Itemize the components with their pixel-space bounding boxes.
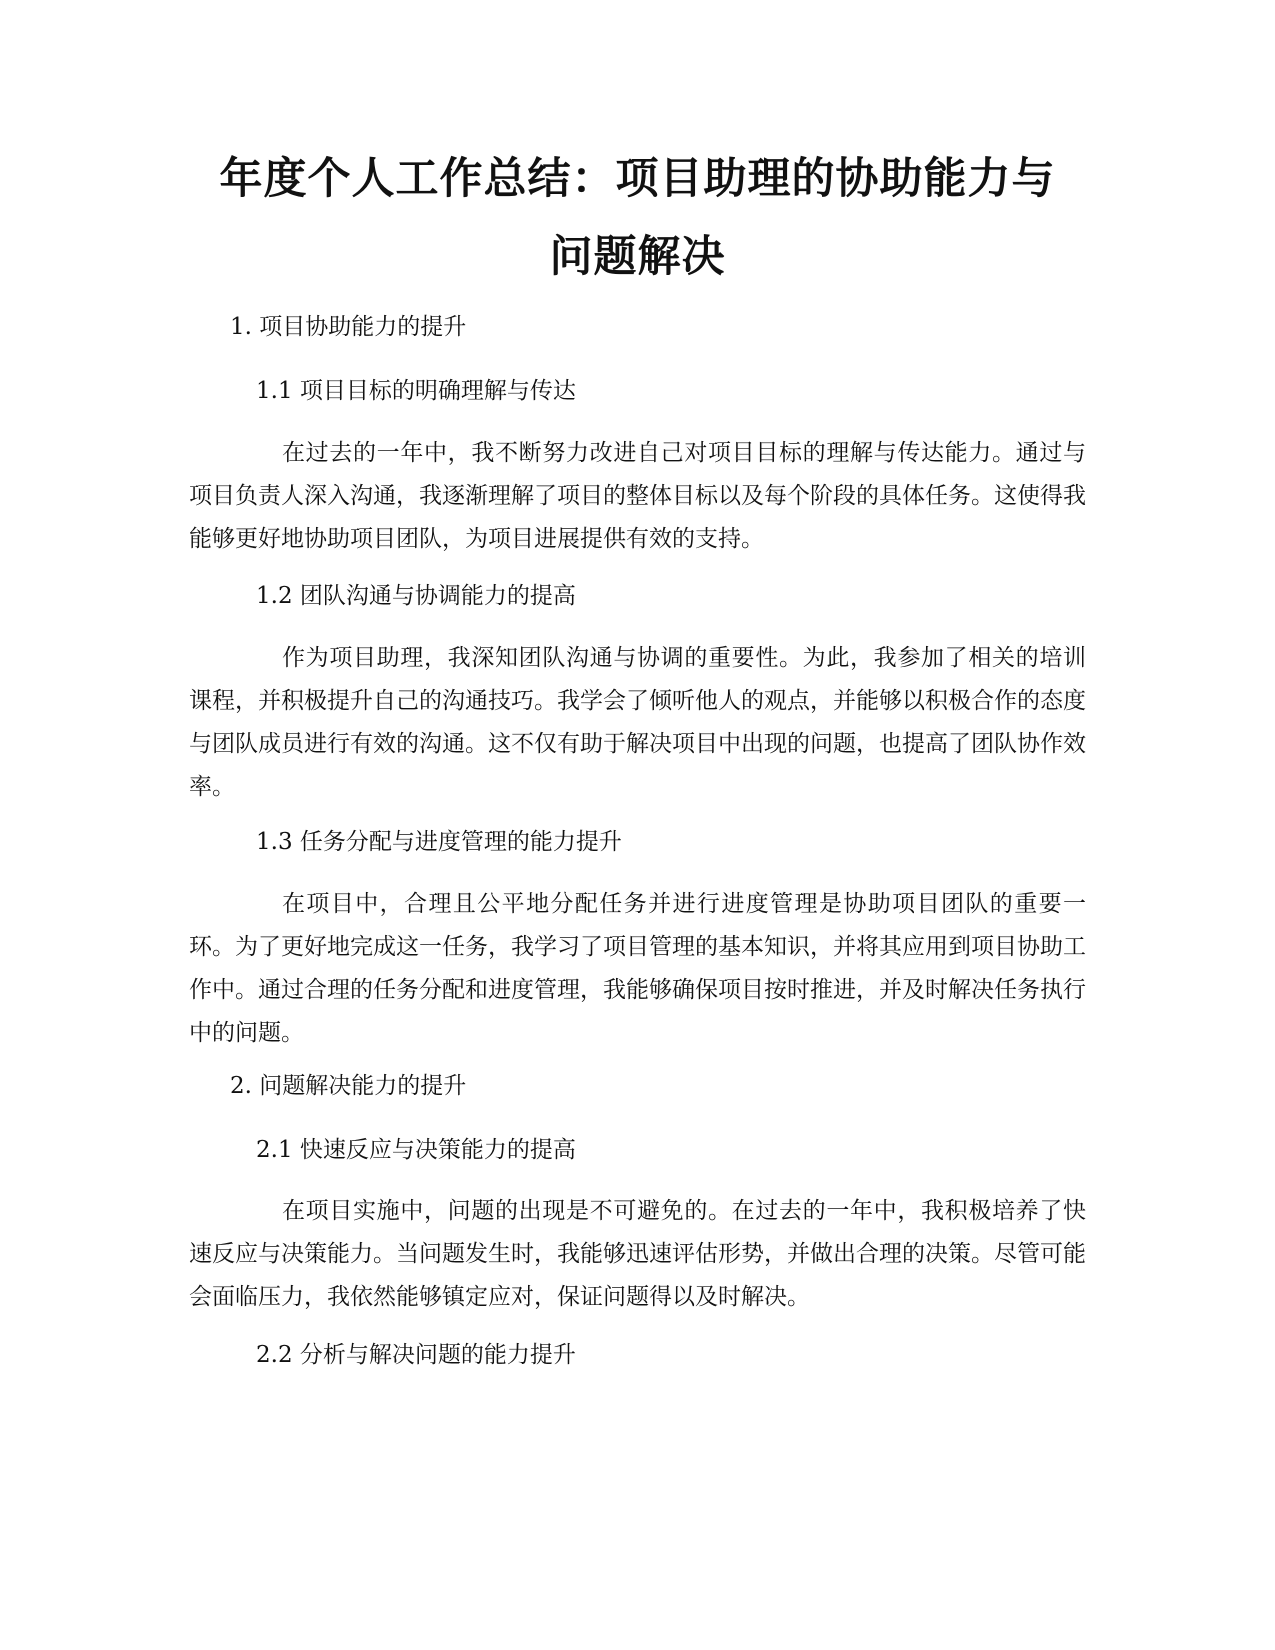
- title-line-2: 问题解决: [549, 232, 726, 282]
- paragraph-1-3: 在项目中，合理且公平地分配任务并进行进度管理是协助项目团队的重要一环。为了更好地完成这一任务，我学习了项目管理的基本知识，并将其应用到项目协助工作中。通过合理的任务分配和进度管理，我能够确保项目按时推进，并及时解决任务执行中的问题。: [189, 891, 1086, 1046]
- subsection-heading-1-3: 1.3 任务分配与进度管理的能力提升: [256, 829, 622, 855]
- paragraph-2-1: 在项目实施中，问题的出现是不可避免的。在过去的一年中，我积极培养了快速反应与决策能力。当问题发生时，我能够迅速评估形势，并做出合理的决策。尽管可能会面临压力，我依然能够镇定应对，保证问题得以及时解决。: [189, 1198, 1086, 1310]
- paragraph-1-2: 作为项目助理，我深知团队沟通与协调的重要性。为此，我参加了相关的培训课程，并积极提升自己的沟通技巧。我学会了倾听他人的观点，并能够以积极合作的态度与团队成员进行有效的沟通。这不仅有助于解决项目中出现的问题，也提高了团队协作效率。: [189, 645, 1086, 800]
- document-title: [190, 140, 1085, 296]
- section-heading-2: 2. 问题解决能力的提升: [230, 1073, 467, 1099]
- section-heading-1: 1. 项目协助能力的提升: [230, 314, 467, 340]
- paragraph-1-1: 在过去的一年中，我不断努力改进自己对项目目标的理解与传达能力。通过与项目负责人深入沟通，我逐渐理解了项目的整体目标以及每个阶段的具体任务。这使得我能够更好地协助项目团队，为项目进展提供有效的支持。: [189, 440, 1086, 552]
- title-line-1: 年度个人工作总结：项目助理的协助能力与: [219, 154, 1056, 204]
- subsection-heading-2-2: 2.2 分析与解决问题的能力提升: [256, 1342, 576, 1368]
- subsection-heading-1-1: 1.1 项目目标的明确理解与传达: [256, 378, 576, 404]
- subsection-heading-2-1: 2.1 快速反应与决策能力的提高: [256, 1137, 576, 1163]
- subsection-heading-1-2: 1.2 团队沟通与协调能力的提高: [256, 583, 576, 609]
